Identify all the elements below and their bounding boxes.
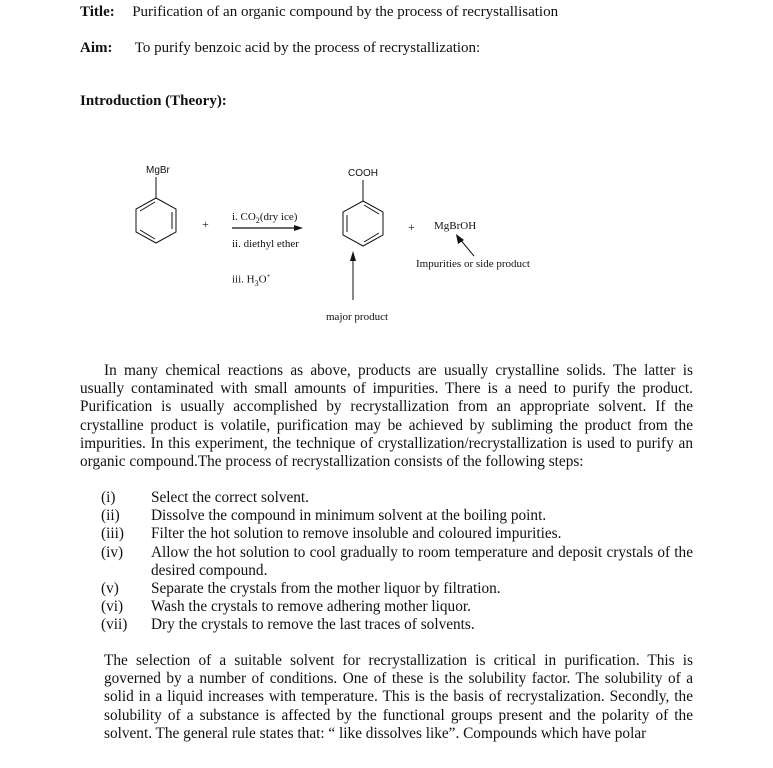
condition-3: iii. $H_3O^+$ [232,272,271,288]
mgbr-group-label: MgBr [146,165,170,176]
phenyl-ring-product [343,180,383,246]
aim-label: Aim: [80,40,113,56]
cooh-group-label: COOH [348,168,378,179]
list-item: (vi) Wash the crystals to remove adhering mother liquor. [101,598,471,616]
aim-text: To purify benzoic acid by the process of recrystallization: [134,40,481,56]
phenyl-ring-reactant [136,177,176,243]
condition-1: i. $CO_2(dry$ ice) [232,211,298,226]
list-item: (v) Separate the crystals from the mother liquor by filtration. [101,580,501,598]
solvent-paragraph: The selection of a suitable solvent for recrystallization is critical in purification. This is governed by a number of conditions. One of these is the solubility factor. The solubility of a solid in a liquid increases with temperature. This is the basis of recrystalization. Secondly, the solubility of a substance is affected by the functional groups present and the polarity of the solvent. The general rule states that: “ like dissolves like”. Compounds which have polar [104,652,693,742]
benzene-rings-drawing [0,0,773,340]
side-product-formula: MgBrOH [434,220,477,232]
introduction-heading: Introduction (Theory): [80,93,227,109]
side-product-label: Impurities or side product [416,258,530,270]
title-text: Purification of an organic compound by the process of recrystallisation [132,4,559,20]
list-item: (ii) Dissolve the compound in minimum solvent at the boiling point. [101,507,547,525]
title-label: Title: [80,4,115,20]
major-product-label: major product [326,311,389,323]
condition-2: ii. diethyl ether [232,238,299,250]
plus-sign: + [202,217,209,231]
list-item: (iii) Filter the hot solution to remove insoluble and coloured impurities. [101,525,562,543]
reaction-scheme [0,0,773,340]
list-item: (i) Select the correct solvent. [101,489,310,506]
list-item: (vii) Dry the crystals to remove the last traces of solvents. [101,616,475,634]
intro-paragraph: In many chemical reactions as above, products are usually crystalline solids. The latter is usually contaminated with small amounts of impurities. There is a need to purify the product. Purification is usually accomplished by recrystallization from an appropriate solvent. If the crystalline product is volatile, purification may be achieved by subliming the product from the impurities. In this experiment, the technique of crystallization/recrystallization is used to purify an organic compound.The process of recrystallization consists of the following steps: [80,362,693,471]
steps-list [101,489,693,635]
list-item: (iv) Allow the hot solution to cool gradually to room temperature and deposit crystals of the desired compound. [101,543,693,579]
plus-sign-2: + [408,220,415,234]
